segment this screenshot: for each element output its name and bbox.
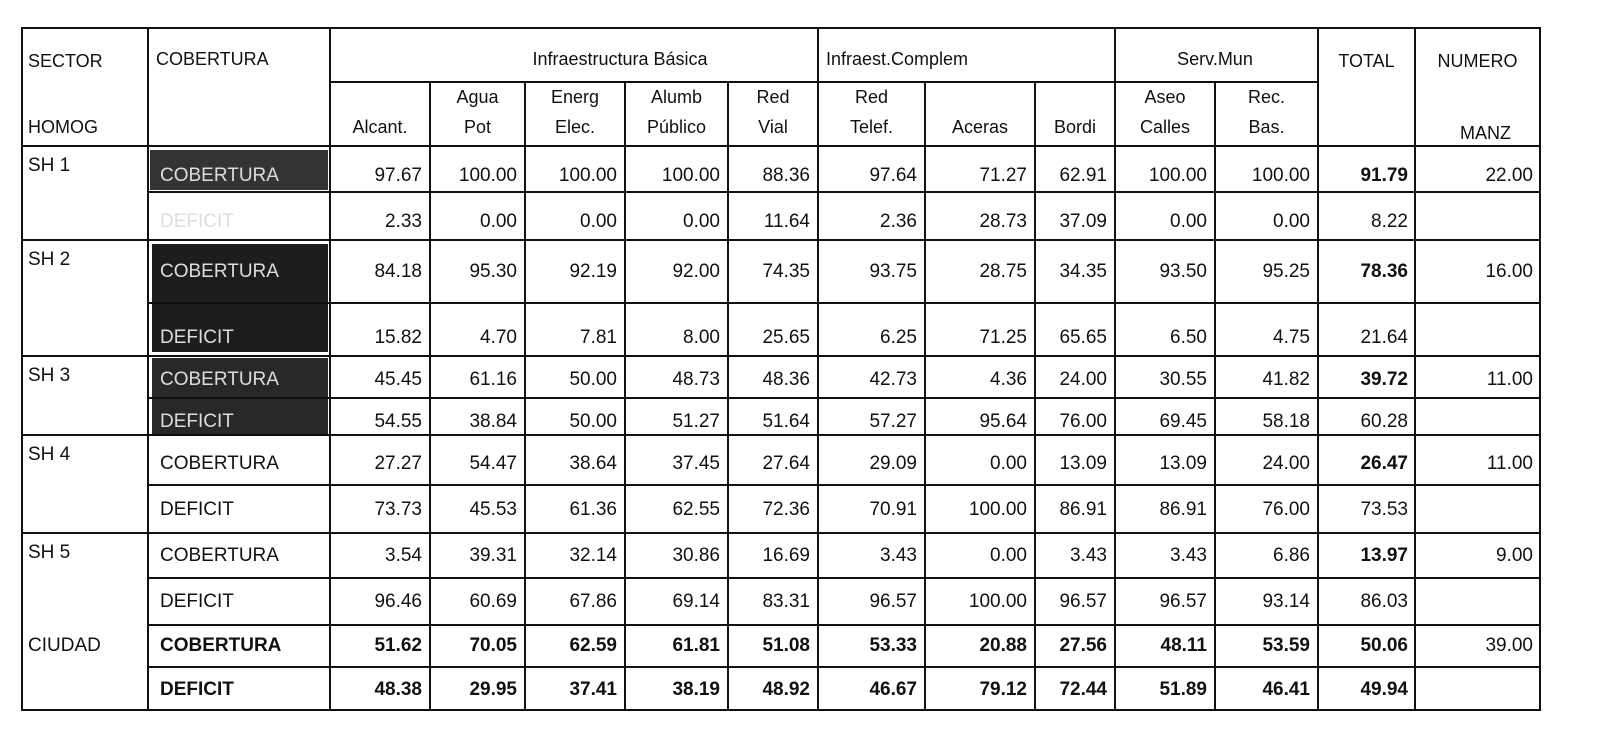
- table-cell: 86.91: [1159, 499, 1207, 520]
- table-cell: 0.00: [990, 545, 1027, 566]
- manz-cell: 11.00: [1486, 453, 1533, 474]
- column-header-line1: Aseo: [1144, 87, 1186, 107]
- table-cell: 96.57: [869, 591, 917, 612]
- table-cell: 97.67: [374, 165, 422, 186]
- total-cell: 26.47: [1360, 453, 1408, 474]
- table-cell: 73.73: [374, 499, 422, 520]
- table-cell: 96.57: [1059, 591, 1107, 612]
- table-cell: 0.00: [480, 211, 517, 232]
- table-cell: 100.00: [968, 591, 1027, 612]
- table-cell: 65.65: [1059, 327, 1107, 348]
- total-cell: 86.03: [1360, 591, 1408, 612]
- row-label: COBERTURA: [160, 453, 279, 474]
- sector-label: SH 5: [28, 542, 71, 563]
- manz-cell: 16.00: [1485, 261, 1533, 282]
- table-cell: 93.14: [1262, 591, 1310, 612]
- table-cell: 83.31: [762, 591, 810, 612]
- table-cell: 62.91: [1059, 165, 1107, 186]
- column-header-line1: Red: [854, 87, 889, 107]
- table-cell: 48.73: [672, 369, 720, 390]
- table-cell: 48.38: [374, 679, 422, 700]
- header-group-complem: Infraest.Complem: [826, 49, 969, 69]
- header-homog: HOMOG: [28, 117, 98, 137]
- header-total: TOTAL: [1338, 51, 1395, 71]
- column-header-line2: Bordi: [1053, 117, 1097, 137]
- table-cell: 76.00: [1262, 499, 1310, 520]
- total-cell: 91.79: [1360, 165, 1408, 186]
- table-cell: 20.88: [979, 635, 1027, 656]
- total-cell: 78.36: [1360, 261, 1408, 282]
- table-cell: 30.86: [672, 545, 720, 566]
- table-cell: 29.95: [469, 679, 517, 700]
- table-cell: 27.27: [374, 453, 422, 474]
- row-label: DEFICIT: [160, 411, 234, 432]
- table-cell: 48.36: [762, 369, 810, 390]
- table-cell: 86.91: [1059, 499, 1107, 520]
- column-header-line2: Pot: [463, 117, 492, 137]
- header-group-serv: Serv.Mun: [1177, 49, 1253, 69]
- table-cell: 62.55: [672, 499, 720, 520]
- table-cell: 13.09: [1159, 453, 1207, 474]
- table-cell: 6.50: [1170, 327, 1207, 348]
- table-cell: 57.27: [869, 411, 917, 432]
- table-cell: 100.00: [661, 165, 720, 186]
- table-cell: 28.75: [979, 261, 1027, 282]
- table-cell: 93.75: [869, 261, 917, 282]
- table-cell: 38.19: [672, 679, 720, 700]
- table-cell: 58.18: [1262, 411, 1310, 432]
- table-cell: 24.00: [1059, 369, 1107, 390]
- table-cell: 7.81: [580, 327, 617, 348]
- table-cell: 38.84: [469, 411, 517, 432]
- table-cell: 0.00: [580, 211, 617, 232]
- table-cell: 95.64: [979, 411, 1027, 432]
- table-cell: 46.41: [1262, 679, 1310, 700]
- column-header-line2: Vial: [758, 117, 788, 137]
- table-cell: 15.82: [374, 327, 422, 348]
- table-cell: 41.82: [1262, 369, 1310, 390]
- table-cell: 72.44: [1059, 679, 1107, 700]
- table-cell: 29.09: [869, 453, 917, 474]
- table-cell: 97.64: [869, 165, 917, 186]
- table-cell: 34.35: [1059, 261, 1107, 282]
- manz-cell: 9.00: [1496, 545, 1533, 566]
- table-cell: 11.64: [763, 211, 810, 232]
- table-cell: 51.62: [374, 635, 422, 656]
- table-cell: 4.75: [1273, 327, 1310, 348]
- table-cell: 2.33: [385, 211, 422, 232]
- sector-label: CIUDAD: [28, 635, 101, 656]
- total-cell: 50.06: [1360, 635, 1408, 656]
- sector-label: SH 4: [28, 444, 71, 465]
- row-label: DEFICIT: [160, 211, 234, 232]
- table-cell: 76.00: [1059, 411, 1107, 432]
- table-cell: 3.43: [1070, 545, 1107, 566]
- table-cell: 100.00: [1251, 165, 1310, 186]
- table-cell: 13.09: [1059, 453, 1107, 474]
- table-cell: 39.31: [469, 545, 517, 566]
- row-label: COBERTURA: [160, 369, 279, 390]
- header-group-basica: Infraestructura Básica: [532, 49, 708, 69]
- table-cell: 25.65: [762, 327, 810, 348]
- table-cell: 28.73: [979, 211, 1027, 232]
- row-label: COBERTURA: [160, 545, 279, 566]
- table-cell: 53.59: [1262, 635, 1310, 656]
- row-label: COBERTURA: [160, 165, 279, 186]
- column-header-line2: Aceras: [951, 117, 1009, 137]
- table-cell: 6.86: [1273, 545, 1310, 566]
- table-cell: 61.16: [469, 369, 517, 390]
- column-header-line1: Agua: [456, 87, 499, 107]
- table-cell: 93.50: [1159, 261, 1207, 282]
- total-cell: 73.53: [1360, 499, 1408, 520]
- table-cell: 0.00: [1273, 211, 1310, 232]
- table-cell: 96.57: [1159, 591, 1207, 612]
- table-cell: 72.36: [762, 499, 810, 520]
- table-cell: 79.12: [979, 679, 1027, 700]
- column-header-line2: Telef.: [849, 117, 894, 137]
- table-cell: 70.91: [869, 499, 917, 520]
- total-cell: 8.22: [1371, 211, 1408, 232]
- table-cell: 42.73: [869, 369, 917, 390]
- table-cell: 6.25: [880, 327, 917, 348]
- column-header-line1: Energ: [550, 87, 600, 107]
- total-cell: 39.72: [1360, 369, 1408, 390]
- table-cell: 4.70: [480, 327, 517, 348]
- column-header-line1: Red: [756, 87, 790, 107]
- table-cell: 69.45: [1159, 411, 1207, 432]
- table-cell: 51.08: [762, 635, 810, 656]
- table-cell: 50.00: [569, 369, 617, 390]
- table-cell: 32.14: [569, 545, 617, 566]
- header-sector: SECTOR: [28, 51, 103, 71]
- column-header-line2: Público: [646, 117, 707, 137]
- table-cell: 27.56: [1059, 635, 1107, 656]
- table-cell: 71.25: [979, 327, 1027, 348]
- manz-cell: 22.00: [1485, 165, 1533, 186]
- table-cell: 16.69: [762, 545, 810, 566]
- sector-label: SH 1: [28, 155, 71, 176]
- table-cell: 48.92: [762, 679, 810, 700]
- total-cell: 13.97: [1360, 545, 1408, 566]
- table-cell: 61.81: [672, 635, 720, 656]
- table-cell: 95.30: [469, 261, 517, 282]
- table-cell: 0.00: [1170, 211, 1207, 232]
- sector-label: SH 2: [28, 249, 71, 270]
- table-cell: 46.67: [869, 679, 917, 700]
- table-cell: 4.36: [990, 369, 1027, 390]
- row-label: COBERTURA: [160, 635, 282, 656]
- table-cell: 71.27: [979, 165, 1027, 186]
- table-cell: 88.36: [762, 165, 810, 186]
- manz-cell: 11.00: [1486, 369, 1533, 390]
- table-cell: 0.00: [683, 211, 720, 232]
- column-header-line2: Elec.: [554, 117, 596, 137]
- table-cell: 3.43: [880, 545, 917, 566]
- table-cell: 37.45: [672, 453, 720, 474]
- table-cell: 8.00: [683, 327, 720, 348]
- column-header-line1: Rec.: [1247, 87, 1285, 107]
- table-cell: 54.55: [374, 411, 422, 432]
- table-cell: 74.35: [762, 261, 810, 282]
- sector-label: SH 3: [28, 365, 71, 386]
- table-cell: 95.25: [1262, 261, 1310, 282]
- table-cell: 45.45: [374, 369, 422, 390]
- table-cell: 61.36: [569, 499, 617, 520]
- column-header-line2: Bas.: [1248, 117, 1285, 137]
- table-cell: 100.00: [558, 165, 617, 186]
- header-cobertura: COBERTURA: [156, 49, 269, 69]
- table-cell: 50.00: [569, 411, 617, 432]
- total-cell: 60.28: [1360, 411, 1408, 432]
- table-cell: 96.46: [374, 591, 422, 612]
- table-cell: 100.00: [968, 499, 1027, 520]
- table-cell: 0.00: [990, 453, 1027, 474]
- table-cell: 92.19: [569, 261, 617, 282]
- table-cell: 69.14: [672, 591, 720, 612]
- table-cell: 38.64: [569, 453, 617, 474]
- table-cell: 37.41: [569, 679, 617, 700]
- header-manz: MANZ: [1460, 123, 1511, 143]
- column-header-line2: Calles: [1139, 117, 1191, 137]
- table-cell: 67.86: [569, 591, 617, 612]
- table-cell: 62.59: [569, 635, 617, 656]
- table-cell: 30.55: [1159, 369, 1207, 390]
- column-header-line2: Alcant.: [352, 117, 408, 137]
- table-cell: 54.47: [469, 453, 517, 474]
- table-cell: 3.43: [1170, 545, 1207, 566]
- row-label: DEFICIT: [160, 679, 234, 700]
- table-cell: 53.33: [869, 635, 917, 656]
- table-cell: 48.11: [1160, 635, 1207, 656]
- table-cell: 51.89: [1159, 679, 1207, 700]
- table-cell: 100.00: [1148, 165, 1207, 186]
- table-cell: 70.05: [469, 635, 517, 656]
- table-cell: 27.64: [762, 453, 810, 474]
- table-cell: 84.18: [374, 261, 422, 282]
- header-numero: NUMERO: [1437, 51, 1518, 71]
- table-cell: 92.00: [672, 261, 720, 282]
- table-cell: 51.27: [672, 411, 720, 432]
- column-header-line1: Alumb: [650, 87, 703, 107]
- row-label: DEFICIT: [160, 499, 234, 520]
- table-cell: 37.09: [1059, 211, 1107, 232]
- row-label: DEFICIT: [160, 327, 234, 348]
- manz-cell: 39.00: [1485, 635, 1533, 656]
- table-cell: 45.53: [469, 499, 517, 520]
- table-cell: 24.00: [1262, 453, 1310, 474]
- table-cell: 100.00: [458, 165, 517, 186]
- table-cell: 3.54: [385, 545, 422, 566]
- row-label: DEFICIT: [160, 591, 234, 612]
- table-cell: 2.36: [880, 211, 917, 232]
- total-cell: 21.64: [1360, 327, 1408, 348]
- total-cell: 49.94: [1360, 679, 1408, 700]
- table-cell: 51.64: [762, 411, 810, 432]
- table-cell: 60.69: [469, 591, 517, 612]
- row-label: COBERTURA: [160, 261, 279, 282]
